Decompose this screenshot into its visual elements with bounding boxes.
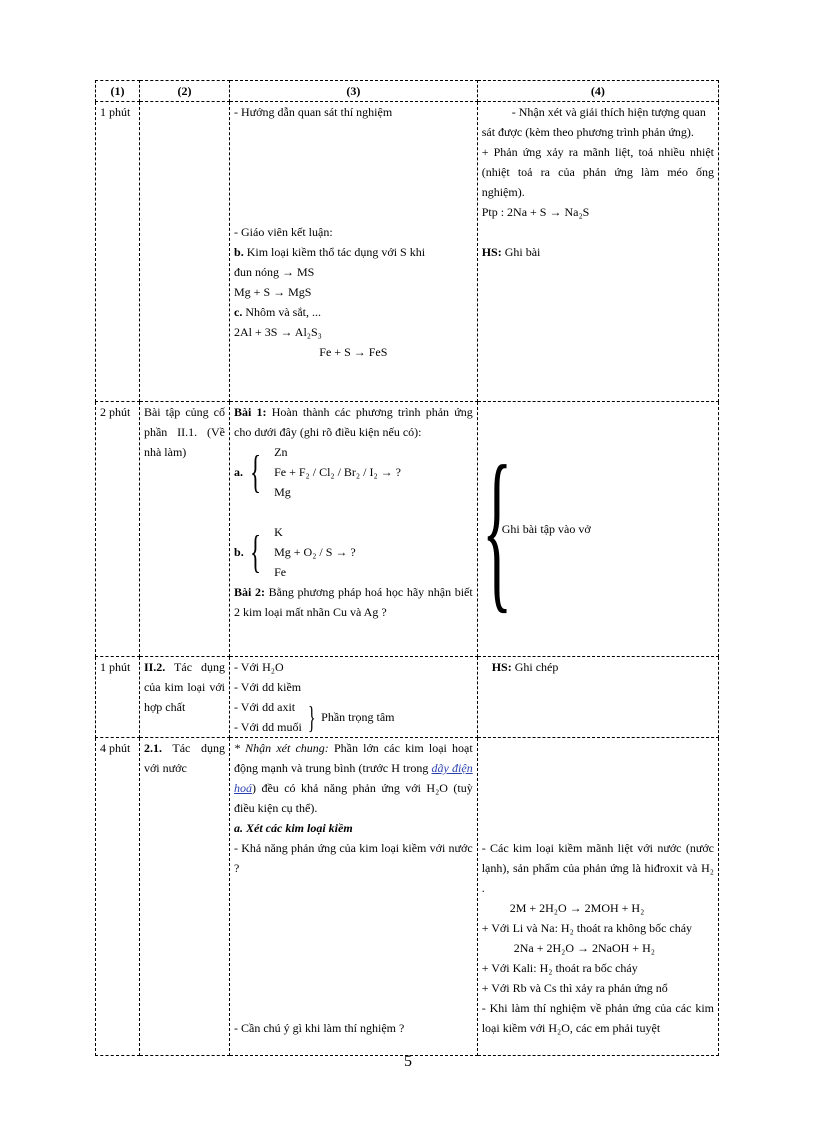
text-line: - Cần chú ý gì khi làm thí nghiệm ?: [234, 1021, 405, 1035]
text-line: Bài 1: Hoàn thành các phương trình phản ứng cho dưới đây (ghi rõ điều kiện nếu có):: [234, 405, 473, 439]
brace-icon: {: [250, 526, 262, 577]
table-row: [96, 402, 719, 657]
time-cell: 1 phút: [96, 657, 140, 738]
text-line: a. Xét các kim loại kiềm: [234, 821, 353, 835]
brace-icon: }: [307, 699, 316, 735]
text-line: Bài 2: Bằng phương pháp hoá học hãy nhận biết 2 kim loại mất nhãn Cu và Ag ?: [234, 585, 473, 619]
header-col-4: (4): [477, 81, 718, 102]
text-line: - Với dd kiềm: [234, 680, 302, 694]
time-cell: 1 phút: [96, 102, 140, 402]
text-line: * Nhận xét chung: Phần lớn các kim loại hoạt động mạnh và trung bình (trước H trong dãy điện hoá) đều có khả năng phản ứng với H₂O (tuỳ điều kiện cụ thể).: [234, 741, 473, 815]
text-line: sát được (kèm theo phương trình phản ứng).: [481, 125, 694, 139]
student-cell: [477, 402, 718, 657]
teacher-cell: [230, 657, 478, 738]
text-line: - Khả năng phản ứng của kim loại kiềm với nước ?: [234, 841, 473, 875]
exercise-a: a. { Zn Fe + F₂ / Cl₂ / Br₂ / I₂ → ? Mg: [234, 445, 401, 499]
text-line: - Hướng dẫn quan sát thí nghiệm: [234, 105, 393, 119]
activity-cell: [139, 102, 229, 402]
teacher-cell: [230, 102, 478, 402]
text-line: Ghi bài tập vào vở: [501, 522, 591, 536]
text-line: - Giáo viên kết luận:: [234, 225, 333, 239]
equation-line: Mg + S → MgS: [234, 285, 312, 299]
brace-icon: {: [250, 446, 262, 497]
table-row: [96, 738, 719, 1056]
glossary-link[interactable]: dãy điện hoá: [234, 761, 473, 795]
exercise-b: b. { K Mg + O₂ / S → ? Fe: [234, 525, 356, 579]
table-row: [96, 102, 719, 402]
activity-cell: II.2. Tác dụng của kim loại với hợp chất: [139, 657, 229, 738]
text-line: Phần trọng tâm: [321, 710, 395, 724]
time-cell: 2 phút: [96, 402, 140, 657]
time-cell: 4 phút: [96, 738, 140, 1056]
equation-line: Ptp : 2Na + S → Na₂S: [481, 205, 590, 219]
text-line: b. Kim loại kiềm thổ tác dụng với S khi: [234, 245, 426, 259]
text-line: + Với Rb và Cs thì xảy ra phản ứng nổ: [481, 981, 668, 995]
student-cell: [477, 738, 718, 1056]
text-line: + Với Li và Na: H₂ thoát ra không bốc cháy: [481, 921, 693, 935]
teacher-cell: [230, 402, 478, 657]
text-line: - Với H₂O: [234, 660, 284, 674]
text-line: c. Nhôm và sắt, ...: [234, 305, 321, 319]
text-line: + Phản ứng xảy ra mãnh liệt, toả nhiều nhiệt (nhiệt toả ra của phản ứng làm méo ống nghiệm).: [481, 145, 714, 199]
table-row: [96, 657, 719, 738]
text-line: - Với dd axit: [234, 700, 296, 714]
text-line: - Với dd muối: [234, 720, 302, 734]
equation-line: 2M + 2H₂O → 2MOH + H₂: [509, 901, 645, 915]
brace-icon: {: [481, 429, 512, 628]
activity-cell: Bài tập củng cố phần II.1. (Về nhà làm): [139, 402, 229, 657]
teacher-cell: [230, 738, 478, 1056]
table-header-row: [96, 81, 719, 102]
equation-line: 2Na + 2H₂O → 2NaOH + H₂: [513, 941, 655, 955]
equation-line: Fe + S → FeS: [319, 345, 388, 359]
text-line: - Các kim loại kiềm mãnh liệt với nước (nước lạnh), sản phẩm của phản ứng là hiđroxit và H₂ .: [481, 841, 714, 895]
text-line: - Nhận xét và giải thích hiện tượng quan: [511, 105, 706, 119]
header-col-2: (2): [139, 81, 229, 102]
text-line: đun nóng → MS: [234, 265, 315, 279]
activity-cell: 2.1. Tác dụng với nước: [139, 738, 229, 1056]
header-col-1: (1): [96, 81, 140, 102]
text-line: + Với Kali: H₂ thoát ra bốc cháy: [481, 961, 638, 975]
equation-line: 2Al + 3S → Al₂S₃: [234, 325, 322, 339]
text-line: HS: Ghi bài: [481, 245, 541, 259]
text-line: - Khi làm thí nghiệm về phản ứng của các kim loại kiềm với H₂O, các em phải tuyệt: [481, 1001, 714, 1035]
student-cell: HS: Ghi chép: [477, 657, 718, 738]
student-cell: [477, 102, 718, 402]
lesson-plan-table: [95, 80, 719, 1056]
page-number: 5: [404, 1053, 412, 1070]
header-col-3: (3): [230, 81, 478, 102]
